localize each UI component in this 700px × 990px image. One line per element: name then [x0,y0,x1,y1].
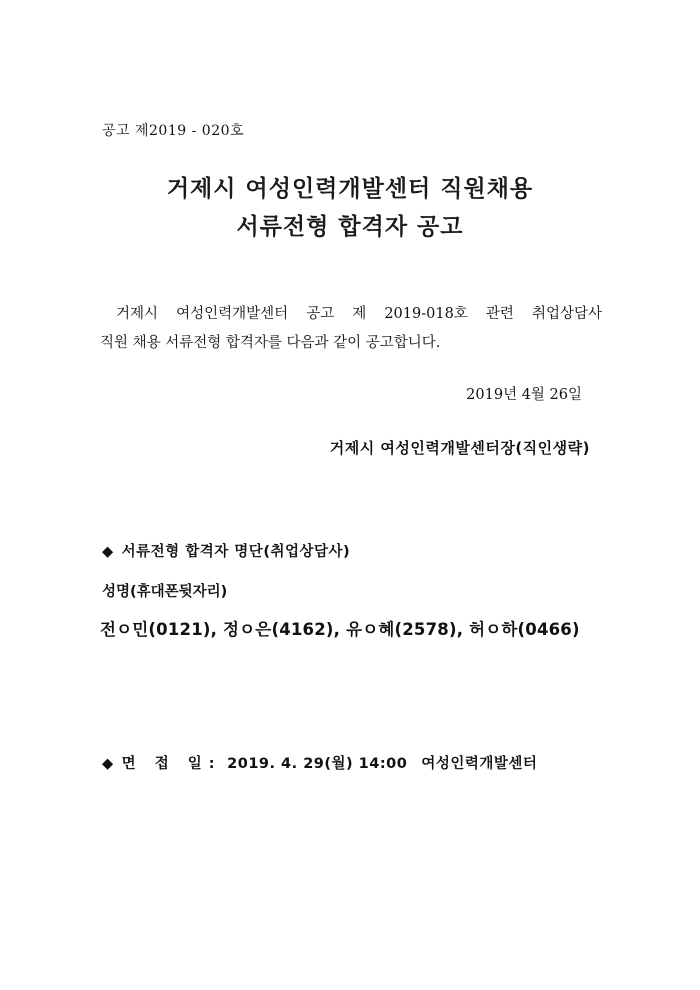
document-title-line-1: 거제시 여성인력개발센터 직원채용 [166,176,534,202]
diamond-bullet-icon: ◆ [102,756,114,772]
passers-heading-text: 서류전형 합격자 명단(취업상담사) [121,544,351,560]
passers-name-list: 전ㅇ민(0121), 정ㅇ은(4162), 유ㅇ혜(2578), 허ㅇ하(0466) [100,620,580,639]
body-paragraph-line-1: 거제시 여성인력개발센터 공고 제 2019-018호 관련 취업상담사 [116,306,602,322]
name-format-subheading: 성명(휴대폰뒷자리) [102,584,228,600]
interview-datetime: 2019. 4. 29(월) 14:00 [227,756,408,772]
body-paragraph-line-2: 직원 채용 서류전형 합격자를 다음과 같이 공고합니다. [100,335,441,351]
interview-location: 여성인력개발센터 [421,756,538,772]
diamond-bullet-icon: ◆ [102,544,114,560]
notice-number: 공고 제2019 - 020호 [102,123,245,139]
announcement-date: 2019년 4월 26일 [466,387,582,403]
issuer-signature: 거제시 여성인력개발센터장(직인생략) [329,439,590,457]
interview-label: 면 접 일: [121,756,222,772]
document-title-line-2: 서류전형 합격자 공고 [236,214,464,240]
interview-info [102,752,537,773]
passers-section-heading [102,540,350,561]
